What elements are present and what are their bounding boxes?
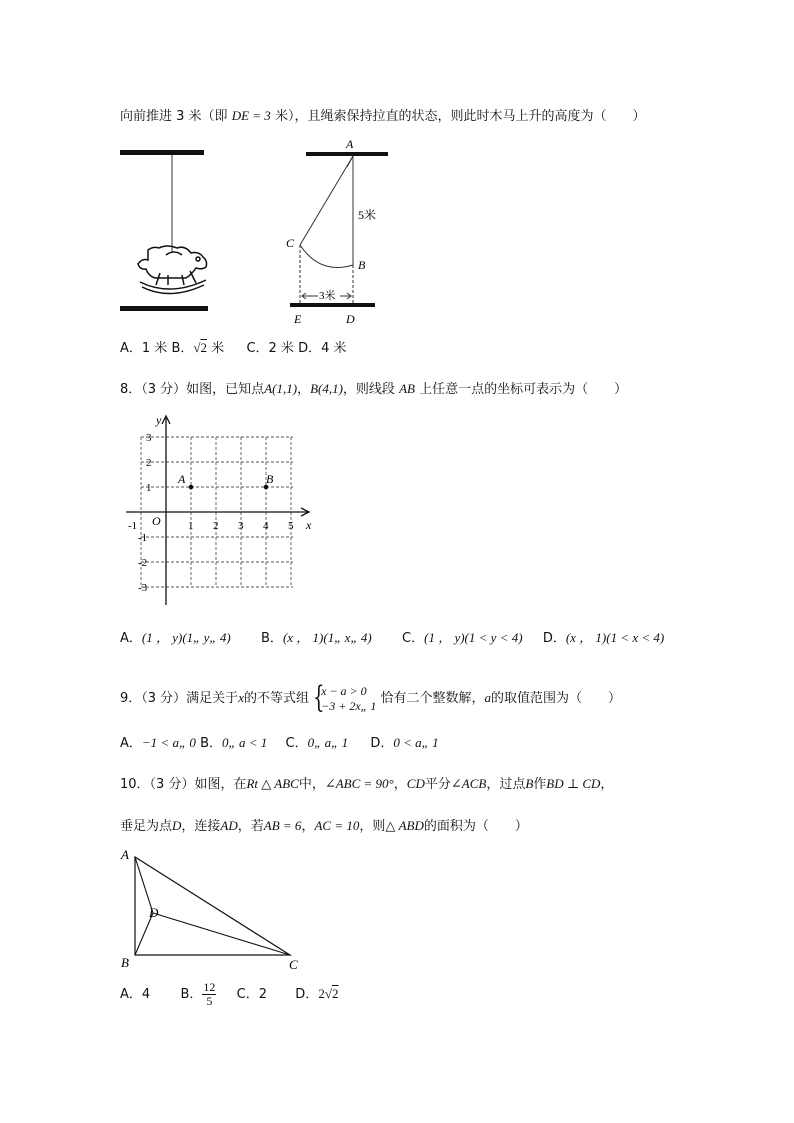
q10-stem-line1: 10．（3 分）如图，在Rt △ ABC中，∠ABC = 90°，CD平分∠ACB，过点B作BD ⊥ CD， [120, 776, 614, 792]
point-A [189, 485, 194, 490]
q8-option-B[interactable]: B．(x ， 1)(1„ x„ 4) [261, 630, 372, 646]
q8-coordinate-graph [118, 410, 328, 610]
q9-option-C[interactable]: C．0„ a„ 1 [285, 735, 349, 751]
q8-option-A[interactable]: A．(1 ， y)(1„ y„ 4) [120, 630, 231, 646]
svg-text:-1: -1 [128, 520, 138, 532]
label-D: D [346, 312, 355, 326]
label-A: A [346, 137, 354, 151]
vertex-A-label: A [121, 847, 129, 862]
q7-stem-math: DE = 3 [231, 108, 271, 123]
q7-option-D[interactable]: D．4 米 [298, 341, 347, 356]
q10-option-B[interactable]: B． $\frac{12}{5}$ [180, 980, 216, 1008]
svg-text:1: 1 [146, 482, 152, 494]
q10-options [120, 980, 338, 1009]
svg-text:2: 2 [213, 520, 219, 532]
point-B-label: B [266, 472, 274, 486]
q7-options [120, 338, 346, 359]
arc-CB [300, 245, 353, 268]
svg-text:4: 4 [263, 520, 269, 532]
label-3m: 3米 [319, 290, 336, 302]
q10-option-C[interactable]: C．2 [236, 987, 268, 1002]
vertex-C-label: C [289, 957, 298, 972]
q9-inequality-system: { x − a > 0 −3 + 2x„ 1 [313, 679, 377, 715]
svg-text:-3: -3 [138, 582, 148, 594]
q9-stem: 9．（3 分）满足关于x的不等式组 { x − a > 0 −3 + 2x„ 1 恰有二个整数解，a的取值范围为（ ） [120, 679, 621, 715]
q10-option-A[interactable]: A．4 [120, 987, 151, 1002]
q8-options [120, 628, 664, 649]
q7-option-C[interactable]: C．2 米 [246, 341, 294, 356]
label-E: E [294, 312, 302, 326]
q7-option-A[interactable]: A．1 米 [120, 341, 168, 356]
svg-text:3: 3 [146, 432, 152, 444]
q10-option-D[interactable]: D．2√2 [295, 986, 339, 1002]
rocking-horse-icon [138, 246, 207, 294]
y-tick-labels [138, 432, 152, 594]
q9-option-B[interactable]: B．0„ a < 1 [200, 735, 268, 751]
q10-stem-line2: 垂足为点D，连接AD，若AB = 6，AC = 10，则△ ABD的面积为（ ） [120, 818, 528, 834]
floor-beam-left [120, 306, 208, 311]
svg-text:-2: -2 [138, 557, 148, 569]
floor-beam-right [290, 303, 375, 307]
point-D-label: D [149, 905, 159, 920]
ceiling-beam-left [120, 150, 204, 155]
point-A-label: A [178, 472, 186, 486]
origin-label: O [152, 514, 161, 528]
segment-DC [153, 913, 290, 955]
label-5m: 5米 [358, 208, 377, 222]
svg-text:5: 5 [288, 520, 294, 532]
q8-option-C[interactable]: C．(1 ， y)(1 < y < 4) [402, 630, 523, 646]
q7-stem-prefix: 向前推进 3 米（即 [120, 109, 228, 124]
svg-text:-1: -1 [138, 532, 148, 544]
q8-stem: 8．（3 分）如图，已知点A(1,1)，B(4,1)，则线段 AB 上任意一点的坐标可表示为（ ） [120, 381, 628, 397]
q7-figure [110, 135, 400, 335]
vertex-B-label: B [121, 955, 129, 970]
q10-triangle-figure [115, 845, 315, 975]
q7-stem-suffix: 米），且绳索保持拉直的状态，则此时木马上升的高度为（ ） [274, 109, 646, 124]
label-B: B [358, 258, 366, 272]
svg-text:3: 3 [238, 520, 244, 532]
svg-text:1: 1 [188, 520, 194, 532]
svg-text:2: 2 [146, 457, 152, 469]
q8-option-D[interactable]: D．(x ， 1)(1 < x < 4) [542, 630, 665, 646]
segment-AC [300, 156, 353, 245]
q7-option-B[interactable]: B．√2 米 [171, 340, 225, 356]
q7-stem [120, 106, 645, 127]
q9-options [120, 733, 439, 754]
x-axis-label: x [306, 518, 312, 532]
ceiling-beam-right [306, 152, 388, 156]
label-C: C [286, 236, 295, 250]
q9-option-A[interactable]: A．−1 < a„ 0 [120, 735, 196, 751]
y-axis-label: y [156, 413, 162, 427]
q9-option-D[interactable]: D．0 < a„ 1 [370, 735, 439, 751]
